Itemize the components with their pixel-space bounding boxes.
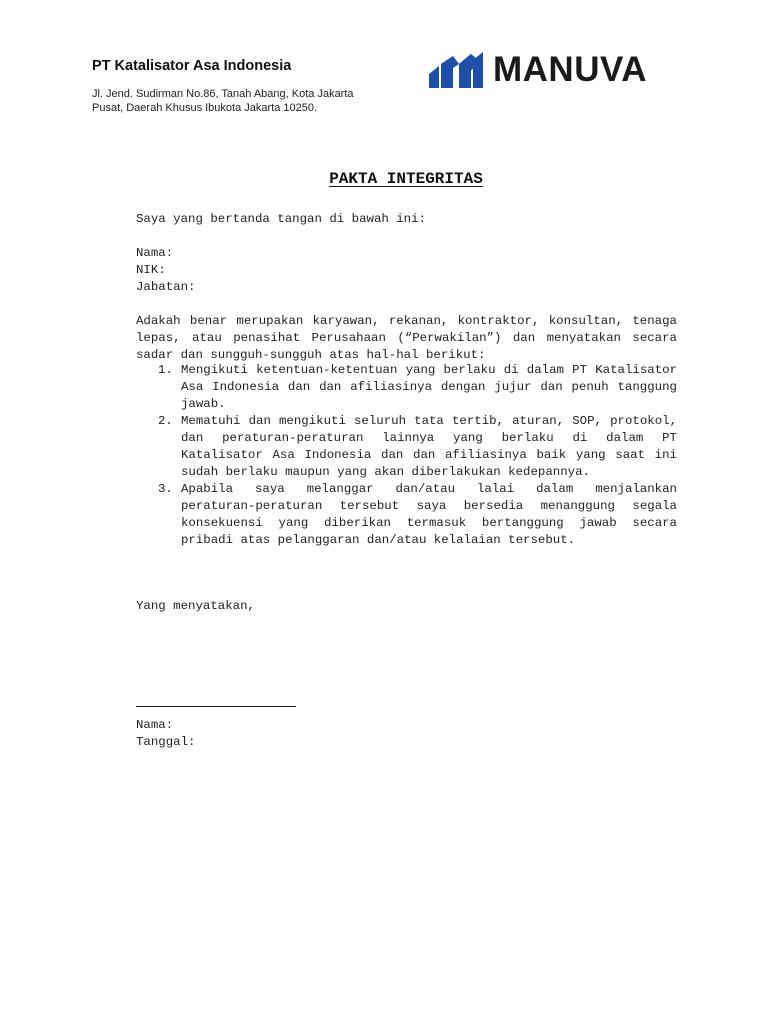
closing-text: Yang menyatakan, bbox=[136, 599, 255, 613]
list-item bbox=[136, 362, 677, 413]
company-address bbox=[92, 87, 382, 115]
list-item bbox=[136, 413, 677, 481]
field-jabatan: Jabatan: bbox=[136, 280, 196, 294]
statement-line: Adakah benar merupakan karyawan, rekanan, kontraktor, konsultan, tenaga bbox=[136, 314, 677, 328]
logo-wordmark: MANUVA bbox=[493, 50, 648, 89]
statement-paragraph bbox=[136, 313, 677, 364]
list-item-line: Asa Indonesia dan dan afiliasinya dengan jujur dan penuh tanggung bbox=[181, 380, 677, 394]
list-item-line: sudah berlaku maupun yang akan diberlakukan kedepannya. bbox=[181, 465, 590, 479]
address-line-2: Pusat, Daerah Khusus Ibukota Jakarta 10250. bbox=[92, 102, 318, 114]
list-item-line: jawab. bbox=[181, 397, 226, 411]
list-item-line: Mematuhi dan mengikuti seluruh tata tertib, aturan, SOP, protokol, bbox=[181, 414, 677, 428]
field-nik: NIK: bbox=[136, 263, 166, 277]
list-item bbox=[136, 481, 677, 549]
company-logo bbox=[429, 50, 647, 90]
list-item-line: peraturan-peraturan tersebut saya bersedia menanggung segala bbox=[181, 499, 677, 513]
company-name: PT Katalisator Asa Indonesia bbox=[92, 58, 292, 74]
document-title: PAKTA INTEGRITAS bbox=[329, 170, 483, 188]
signature-name-field: Nama: bbox=[136, 718, 174, 732]
list-item-number: 2. bbox=[158, 414, 173, 428]
list-item-line: Apabila saya melanggar dan/atau lalai dalam menjalankan bbox=[181, 482, 677, 496]
list-item-line: dan peraturan-peraturan lainnya yang berlaku di dalam PT bbox=[181, 431, 677, 445]
commitment-list bbox=[136, 362, 677, 549]
list-item-line: pribadi atas pelanggaran dan/atau kelalaian tersebut. bbox=[181, 533, 576, 547]
address-line-1: Jl. Jend. Sudirman No.86, Tanah Abang, Kota Jakarta bbox=[92, 88, 354, 100]
list-item-line: konsekuensi yang diberikan termasuk bertanggung jawab secara bbox=[181, 516, 677, 530]
signature-line bbox=[136, 706, 296, 707]
signature-date-field: Tanggal: bbox=[136, 735, 196, 749]
list-item-line: Katalisator Asa Indonesia dan dan afiliasinya baik yang saat ini bbox=[181, 448, 677, 462]
field-nama: Nama: bbox=[136, 246, 174, 260]
list-item-line: Mengikuti ketentuan-ketentuan yang berlaku di dalam PT Katalisator bbox=[181, 363, 677, 377]
statement-line: sadar dan sungguh-sungguh atas hal-hal berikut: bbox=[136, 348, 486, 362]
list-item-number: 1. bbox=[158, 363, 173, 377]
manuva-logo-icon bbox=[429, 50, 485, 90]
statement-line: lepas, atau penasihat Perusahaan (“Perwakilan”) dan menyatakan secara bbox=[136, 331, 677, 345]
list-item-number: 3. bbox=[158, 482, 173, 496]
intro-text: Saya yang bertanda tangan di bawah ini: bbox=[136, 212, 426, 226]
